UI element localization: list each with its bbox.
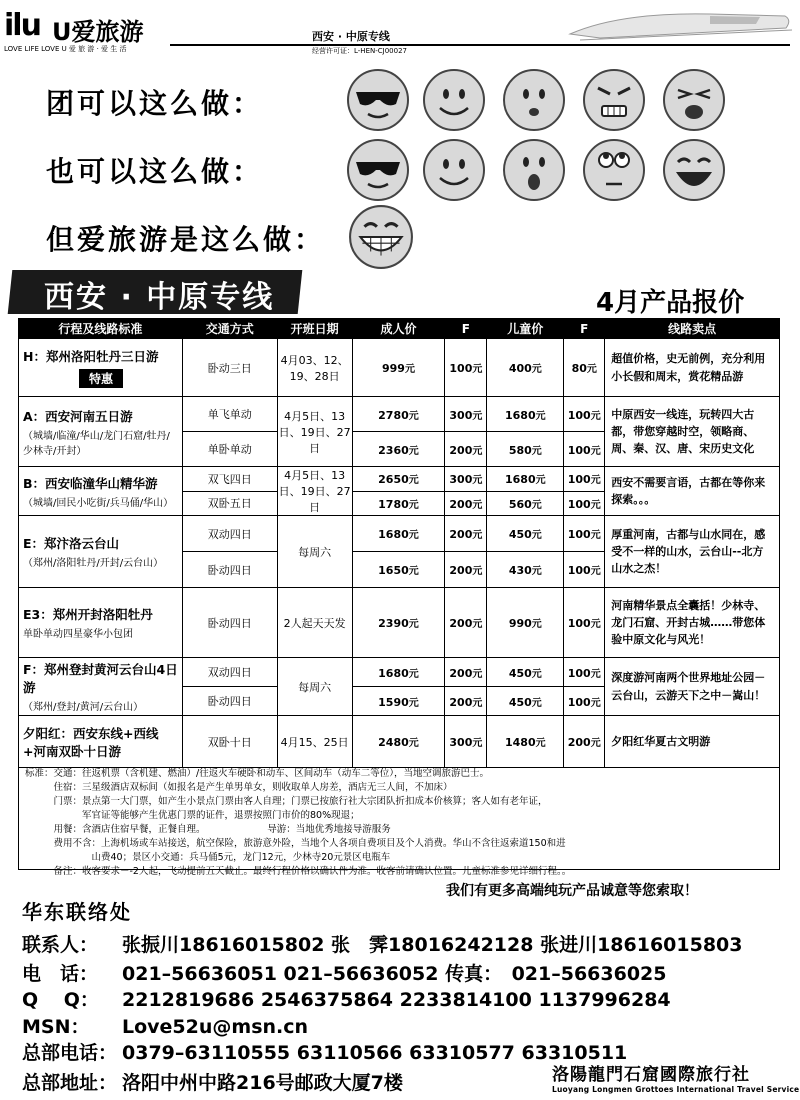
route-cell (19, 397, 183, 467)
col-header-child: 儿童价 (487, 319, 564, 339)
angry-face-icon (582, 68, 646, 132)
col-header-adult: 成人价 (352, 319, 445, 339)
bullet-train-icon (560, 4, 796, 44)
route-cell (19, 339, 183, 397)
dates: 4月5日、13日、19日、27日 (277, 397, 352, 467)
worried-face-icon (502, 68, 566, 132)
f2-price: 100元 (564, 397, 605, 432)
adult-price: 2390元 (352, 588, 445, 658)
adult-price: 2480元 (352, 716, 445, 768)
child-price: 450元 (487, 658, 564, 687)
dates: 每周六 (277, 658, 352, 716)
contact-label: 总部电话： (22, 1042, 118, 1064)
selling-point: 中原西安一线连，玩转四大古都，带您穿越时空，领略商、周、秦、汉、唐、宋历史文化 (605, 397, 780, 467)
transport: 双动四日 (182, 516, 277, 552)
f1-price: 200元 (445, 552, 487, 588)
contact-value: Love52u@msn.cn (122, 1016, 309, 1038)
adult-price: 2360元 (352, 432, 445, 467)
transport: 卧动四日 (182, 552, 277, 588)
transport: 卧动四日 (182, 588, 277, 658)
smile-face-icon (422, 68, 486, 132)
col-header-route: 行程及线路标准 (19, 319, 183, 339)
transport: 双卧十日 (182, 716, 277, 768)
table-row (19, 658, 780, 687)
transport: 单卧单动 (182, 432, 277, 467)
adult-price: 2650元 (352, 467, 445, 492)
emoji-row-label: 也可以这么做： (46, 155, 264, 188)
child-price: 580元 (487, 432, 564, 467)
contact-phone (22, 959, 667, 986)
emoji-row-label: 但爱旅游是这么做： (46, 223, 326, 256)
route-name: 夕阳红：西安东线+西线+河南双卧十日游 (23, 725, 159, 759)
f1-price: 200元 (445, 432, 487, 467)
dates: 每周六 (277, 516, 352, 588)
note-line: 山费40；景区小交通：兵马俑5元，龙门12元，少林寺20元景区电瓶车 (25, 851, 391, 863)
terms-notes (18, 766, 780, 877)
route-sub: （郑州/洛阳牡丹/开封/云台山） (23, 558, 164, 569)
contact-office-title: 华东联络处 (22, 900, 132, 924)
f2-price: 100元 (564, 467, 605, 492)
contact-value: 2212819686 2546375864 2233814100 1137996284 (122, 989, 671, 1011)
f1-price: 300元 (445, 716, 487, 768)
route-name: E：郑汴洛云台山 (23, 536, 120, 551)
table-header-row (19, 319, 780, 339)
page-header (0, 0, 800, 58)
eyes-up-face-icon (582, 138, 646, 202)
col-header-transport: 交通方式 (182, 319, 277, 339)
header-title: 西安 · 中原专线 (312, 30, 390, 43)
selling-point: 河南精华景点全囊括！少林寺、龙门石窟、开封古城……带您体验中原文化与风光！ (605, 588, 780, 658)
contact-label: 电 话： (22, 963, 99, 985)
adult-price: 1780元 (352, 491, 445, 516)
transport: 双动四日 (182, 658, 277, 687)
child-price: 1680元 (487, 467, 564, 492)
brand-logo (4, 6, 164, 56)
table-row (19, 467, 780, 492)
child-price: 560元 (487, 491, 564, 516)
adult-price: 1680元 (352, 516, 445, 552)
adult-price: 1590元 (352, 687, 445, 716)
contact-label: 总部地址： (22, 1072, 118, 1094)
child-price: 450元 (487, 516, 564, 552)
note-line: 住宿：三星级酒店双标间（如报名是产生单男单女，则收取单人房差，酒店无三人间，不加床） (25, 781, 453, 793)
col-header-dates: 开班日期 (277, 319, 352, 339)
header-divider (170, 44, 790, 46)
route-cell (19, 658, 183, 716)
license-number: 经营许可证：L-HEN-CJ00027 (312, 47, 407, 55)
f2-price: 200元 (564, 716, 605, 768)
transport: 卧动四日 (182, 687, 277, 716)
route-name: F：郑州登封黄河云台山4日游 (23, 662, 178, 695)
special-tag: 特惠 (79, 369, 123, 388)
agency-logo (552, 1060, 800, 1094)
grin-face-icon (348, 204, 414, 270)
dates: 4月03、12、19、28日 (277, 339, 352, 397)
selling-point: 厚重河南，古都与山水同在，感受不一样的山水，云台山--北方山水之杰！ (605, 516, 780, 588)
contact-persons (22, 930, 743, 957)
f2-price: 100元 (564, 516, 605, 552)
f2-price: 100元 (564, 491, 605, 516)
f1-price: 200元 (445, 516, 487, 552)
more-products-note: 我们有更多高端纯玩产品诚意等您索取！ (446, 883, 698, 899)
note-line: 费用不含：上海机场或车站接送，航空保险，旅游意外险，当地个人各项自费项目及个人消费。华山不含往返索道150和进 (25, 837, 566, 849)
child-price: 1480元 (487, 716, 564, 768)
child-price: 450元 (487, 687, 564, 716)
transport: 单飞单动 (182, 397, 277, 432)
f1-price: 200元 (445, 658, 487, 687)
note-line: 备注：收客要求－-2人起，飞动提前五天截止。最终行程价格以确认件为准。收客前请确认位置。儿童标准参见详细行程。。 (25, 865, 572, 877)
agency-name-cn: 洛陽龍門石窟國際旅行社 (552, 1065, 750, 1085)
month-price-title: 4月产品报价 (596, 288, 745, 318)
f1-price: 100元 (445, 339, 487, 397)
sunglasses-face-icon (346, 68, 410, 132)
f2-price: 100元 (564, 658, 605, 687)
shocked-face-icon (662, 68, 726, 132)
route-cell (19, 716, 183, 768)
f1-price: 200元 (445, 588, 487, 658)
surprised-face-icon (502, 138, 566, 202)
laugh-face-icon (662, 138, 726, 202)
selling-point: 超值价格，史无前例，充分利用小长假和周末，赏花精品游 (605, 339, 780, 397)
child-price: 400元 (487, 339, 564, 397)
route-name: B：西安临潼华山精华游 (23, 475, 158, 491)
logo-mark: ilu (4, 8, 40, 43)
selling-point: 夕阳红华夏古文明游 (605, 716, 780, 768)
contact-hq-phone (22, 1038, 627, 1065)
emoji-row-label: 团可以这么做： (46, 87, 264, 120)
dates: 2人起天天发 (277, 588, 352, 658)
route-name: H：郑州洛阳牡丹三日游 (23, 349, 159, 364)
contact-label: MSN： (22, 1016, 90, 1038)
f2-price: 100元 (564, 552, 605, 588)
f2-price: 100元 (564, 432, 605, 467)
note-line: 标准：交通：往返机票（含机建、燃油）/往返火车硬卧和动车、区间动车（动车二等位），当地空调旅游巴士。 (25, 768, 489, 779)
dates: 4月15、25日 (277, 716, 352, 768)
child-price: 990元 (487, 588, 564, 658)
f1-price: 200元 (445, 687, 487, 716)
f1-price: 300元 (445, 467, 487, 492)
sunglasses-face-icon (346, 138, 410, 202)
contact-label: Q Q： (22, 989, 99, 1011)
route-name: A：西安河南五日游 (23, 408, 133, 424)
route-name: E3：郑州开封洛阳牡丹 (23, 607, 153, 622)
route-sub: （城墙/回民小吃街/兵马俑/华山） (23, 497, 174, 509)
table-row (19, 516, 780, 552)
col-header-f2: F (564, 319, 605, 339)
contact-msn (22, 1012, 308, 1039)
route-cell (19, 588, 183, 658)
transport: 双卧五日 (182, 491, 277, 516)
price-table (18, 318, 780, 768)
note-line: 军官证等能够产生优惠门票的证件，退票按照门市价的80%现退； (25, 809, 360, 821)
transport: 卧动三日 (182, 339, 277, 397)
contact-value: 张振川18616015802 张 霁18016242128 张进川18616015803 (122, 934, 743, 956)
note-line: 用餐：含酒店住宿早餐，正餐自理。 导游：当地优秀地接导游服务 (25, 823, 391, 835)
contact-value: 洛阳中州中路216号邮政大厦7楼 (122, 1072, 403, 1094)
adult-price: 1680元 (352, 658, 445, 687)
table-row (19, 588, 780, 658)
table-row (19, 716, 780, 768)
route-cell (19, 516, 183, 588)
route-sub: （城墙/临潼/华山/龙门石窟/牡丹/少林寺/开封） (23, 430, 170, 457)
table-row (19, 339, 780, 397)
table-row (19, 397, 780, 432)
child-price: 1680元 (487, 397, 564, 432)
f2-price: 80元 (564, 339, 605, 397)
f2-price: 100元 (564, 687, 605, 716)
col-header-f1: F (445, 319, 487, 339)
adult-price: 999元 (352, 339, 445, 397)
dates: 4月5日、13日、19日、27日 (277, 467, 352, 516)
adult-price: 2780元 (352, 397, 445, 432)
adult-price: 1650元 (352, 552, 445, 588)
contact-value: 021–56636051 021–56636052 传真： 021–56636025 (122, 963, 667, 985)
agency-name-en: Luoyang Longmen Grottoes International Travel Service (552, 1085, 800, 1094)
logo-slogan: LOVE LIFE LOVE U 爱 旅 游 · 爱 生 活 (4, 45, 127, 53)
contact-qq (22, 985, 671, 1012)
selling-point: 深度游河南两个世界地址公园－云台山，云游天下之中－嵩山！ (605, 658, 780, 716)
f1-price: 300元 (445, 397, 487, 432)
child-price: 430元 (487, 552, 564, 588)
f1-price: 200元 (445, 491, 487, 516)
contact-hq-address (22, 1068, 403, 1095)
contact-label: 联系人： (22, 934, 99, 956)
selling-point: 西安不需要言语，古都在等你来探索。。。 (605, 467, 780, 516)
col-header-selling: 线路卖点 (605, 319, 780, 339)
f2-price: 100元 (564, 588, 605, 658)
route-sub: 单卧单动四星豪华小包团 (23, 629, 133, 640)
smile-face-icon (422, 138, 486, 202)
route-sub: （郑州/登封/黄河/云台山） (23, 702, 144, 713)
transport: 双飞四日 (182, 467, 277, 492)
note-line: 门票：景点第一大门票，如产生小景点门票由客人自理；门票已按旅行社大宗团队折扣成本价核算；客人如有老年证， (25, 795, 548, 807)
contact-value: 0379–63110555 63110566 63310577 63310511 (122, 1042, 628, 1064)
route-cell (19, 467, 183, 516)
route-banner-title: 西安 · 中原专线 (44, 280, 275, 315)
logo-text: U爱旅游 (52, 18, 144, 46)
